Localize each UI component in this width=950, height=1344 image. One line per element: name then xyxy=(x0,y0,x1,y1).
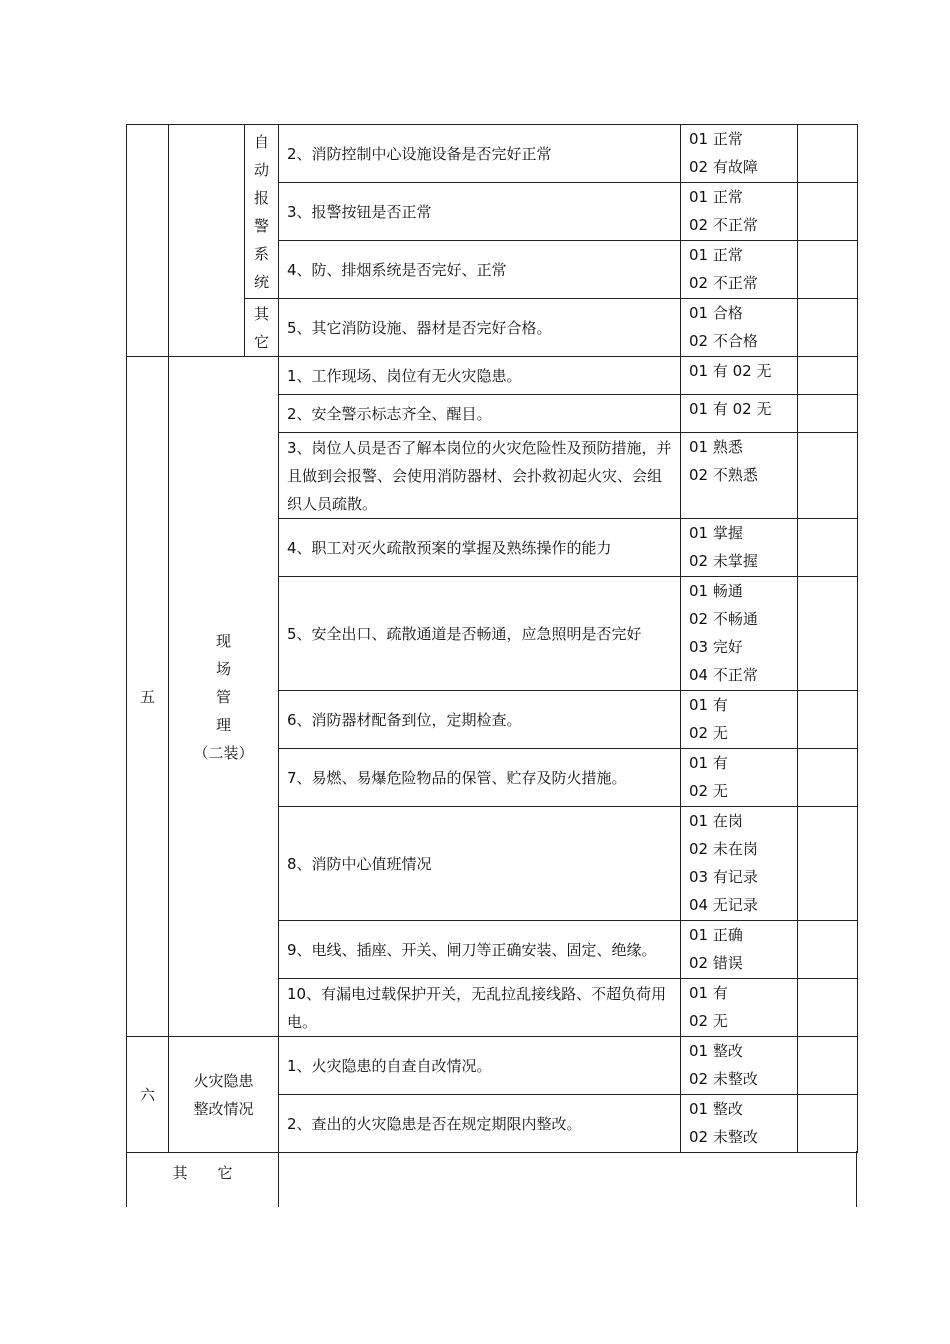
result-cell[interactable] xyxy=(798,1095,858,1153)
result-cell[interactable] xyxy=(798,241,858,299)
options-cell xyxy=(681,979,798,1037)
section-group-label: 现 场 管 理 （二装） xyxy=(169,357,279,1037)
option: 01 正确 xyxy=(689,926,743,944)
item-cell: 8、消防中心值班情况 xyxy=(279,807,681,921)
other-label: 其 它 xyxy=(127,1151,279,1207)
option: 01 有 xyxy=(689,696,728,714)
option: 04 无记录 xyxy=(689,896,758,914)
item-cell: 5、其它消防设施、器材是否完好合格。 xyxy=(279,299,681,357)
option: 02 未整改 xyxy=(689,1128,758,1146)
table-row xyxy=(127,125,858,183)
section-number-cell xyxy=(127,125,169,357)
result-cell[interactable] xyxy=(798,125,858,183)
item-cell: 2、查出的火灾隐患是否在规定期限内整改。 xyxy=(279,1095,681,1153)
option: 02 未掌握 xyxy=(689,552,758,570)
options-cell xyxy=(681,433,798,519)
item-cell: 3、报警按钮是否正常 xyxy=(279,183,681,241)
option: 02 无 xyxy=(689,1012,728,1030)
options-cell xyxy=(681,299,798,357)
result-cell[interactable] xyxy=(798,1037,858,1095)
option: 01 熟悉 xyxy=(689,438,743,456)
options-cell xyxy=(681,519,798,577)
option: 02 无 xyxy=(689,782,728,800)
option: 01 有 xyxy=(689,754,728,772)
subgroup-other xyxy=(245,299,279,357)
option: 01 在岗 xyxy=(689,812,743,830)
options-cell xyxy=(681,183,798,241)
options-cell xyxy=(681,577,798,691)
option: 02 不正常 xyxy=(689,274,758,292)
option: 01 有 xyxy=(689,984,728,1002)
section-group-cell xyxy=(169,125,245,357)
options-cell xyxy=(681,357,798,395)
item-cell: 6、消防器材配备到位，定期检查。 xyxy=(279,691,681,749)
section-group-label: 火灾隐患 整改情况 xyxy=(169,1037,279,1153)
item-cell: 2、消防控制中心设施设备是否完好正常 xyxy=(279,125,681,183)
section-number: 五 xyxy=(127,357,169,1037)
option: 02 不熟悉 xyxy=(689,466,758,484)
result-cell[interactable] xyxy=(798,433,858,519)
result-cell[interactable] xyxy=(798,519,858,577)
other-content-cell[interactable] xyxy=(279,1151,857,1207)
option: 03 有记录 xyxy=(689,868,758,886)
option: 02 错误 xyxy=(689,954,743,972)
options-cell xyxy=(681,749,798,807)
option: 01 正常 xyxy=(689,188,743,206)
option: 02 不合格 xyxy=(689,332,758,350)
item-cell: 9、电线、插座、开关、闸刀等正确安装、固定、绝缘。 xyxy=(279,921,681,979)
subgroup-auto-alarm xyxy=(245,125,279,299)
other-section xyxy=(126,1151,857,1207)
option: 01 有 02 无 xyxy=(689,362,772,380)
item-cell: 7、易燃、易爆危险物品的保管、贮存及防火措施。 xyxy=(279,749,681,807)
result-cell[interactable] xyxy=(798,979,858,1037)
options-cell xyxy=(681,1095,798,1153)
option: 01 整改 xyxy=(689,1042,743,1060)
option: 01 整改 xyxy=(689,1100,743,1118)
option: 01 正常 xyxy=(689,130,743,148)
section-number: 六 xyxy=(127,1037,169,1153)
option: 01 正常 xyxy=(689,246,743,264)
options-cell xyxy=(681,921,798,979)
item-cell: 4、职工对灭火疏散预案的掌握及熟练操作的能力 xyxy=(279,519,681,577)
item-cell: 2、安全警示标志齐全、醒目。 xyxy=(279,395,681,433)
options-cell xyxy=(681,241,798,299)
fire-inspection-table xyxy=(126,124,858,1153)
option: 02 不畅通 xyxy=(689,610,758,628)
result-cell[interactable] xyxy=(798,357,858,395)
option: 02 无 xyxy=(689,724,728,742)
option: 02 未整改 xyxy=(689,1070,758,1088)
item-cell: 5、安全出口、疏散通道是否畅通，应急照明是否完好 xyxy=(279,577,681,691)
table-row xyxy=(127,357,858,395)
option: 04 不正常 xyxy=(689,666,758,684)
options-cell xyxy=(681,395,798,433)
item-cell: 1、火灾隐患的自查自改情况。 xyxy=(279,1037,681,1095)
result-cell[interactable] xyxy=(798,577,858,691)
result-cell[interactable] xyxy=(798,749,858,807)
result-cell[interactable] xyxy=(798,921,858,979)
options-cell xyxy=(681,807,798,921)
result-cell[interactable] xyxy=(798,807,858,921)
option: 01 掌握 xyxy=(689,524,743,542)
options-cell xyxy=(681,691,798,749)
result-cell[interactable] xyxy=(798,395,858,433)
option: 02 有故障 xyxy=(689,158,758,176)
table-row xyxy=(127,1037,858,1095)
subgroup-label: 其它 xyxy=(253,304,269,351)
item-cell: 1、工作现场、岗位有无火灾隐患。 xyxy=(279,357,681,395)
option: 02 未在岗 xyxy=(689,840,758,858)
option: 01 畅通 xyxy=(689,582,743,600)
option: 03 完好 xyxy=(689,638,743,656)
item-cell: 10、有漏电过载保护开关，无乱拉乱接线路、不超负荷用电。 xyxy=(279,979,681,1037)
option: 01 合格 xyxy=(689,304,743,322)
result-cell[interactable] xyxy=(798,183,858,241)
subgroup-label: 自动报警系统 xyxy=(253,132,269,291)
options-cell xyxy=(681,1037,798,1095)
result-cell[interactable] xyxy=(798,691,858,749)
option: 02 不正常 xyxy=(689,216,758,234)
result-cell[interactable] xyxy=(798,299,858,357)
item-cell: 3、岗位人员是否了解本岗位的火灾危险性及预防措施，并且做到会报警、会使用消防器材、会扑救初起火灾、会组织人员疏散。 xyxy=(279,433,681,519)
item-cell: 4、防、排烟系统是否完好、正常 xyxy=(279,241,681,299)
options-cell xyxy=(681,125,798,183)
option: 01 有 02 无 xyxy=(689,400,772,418)
